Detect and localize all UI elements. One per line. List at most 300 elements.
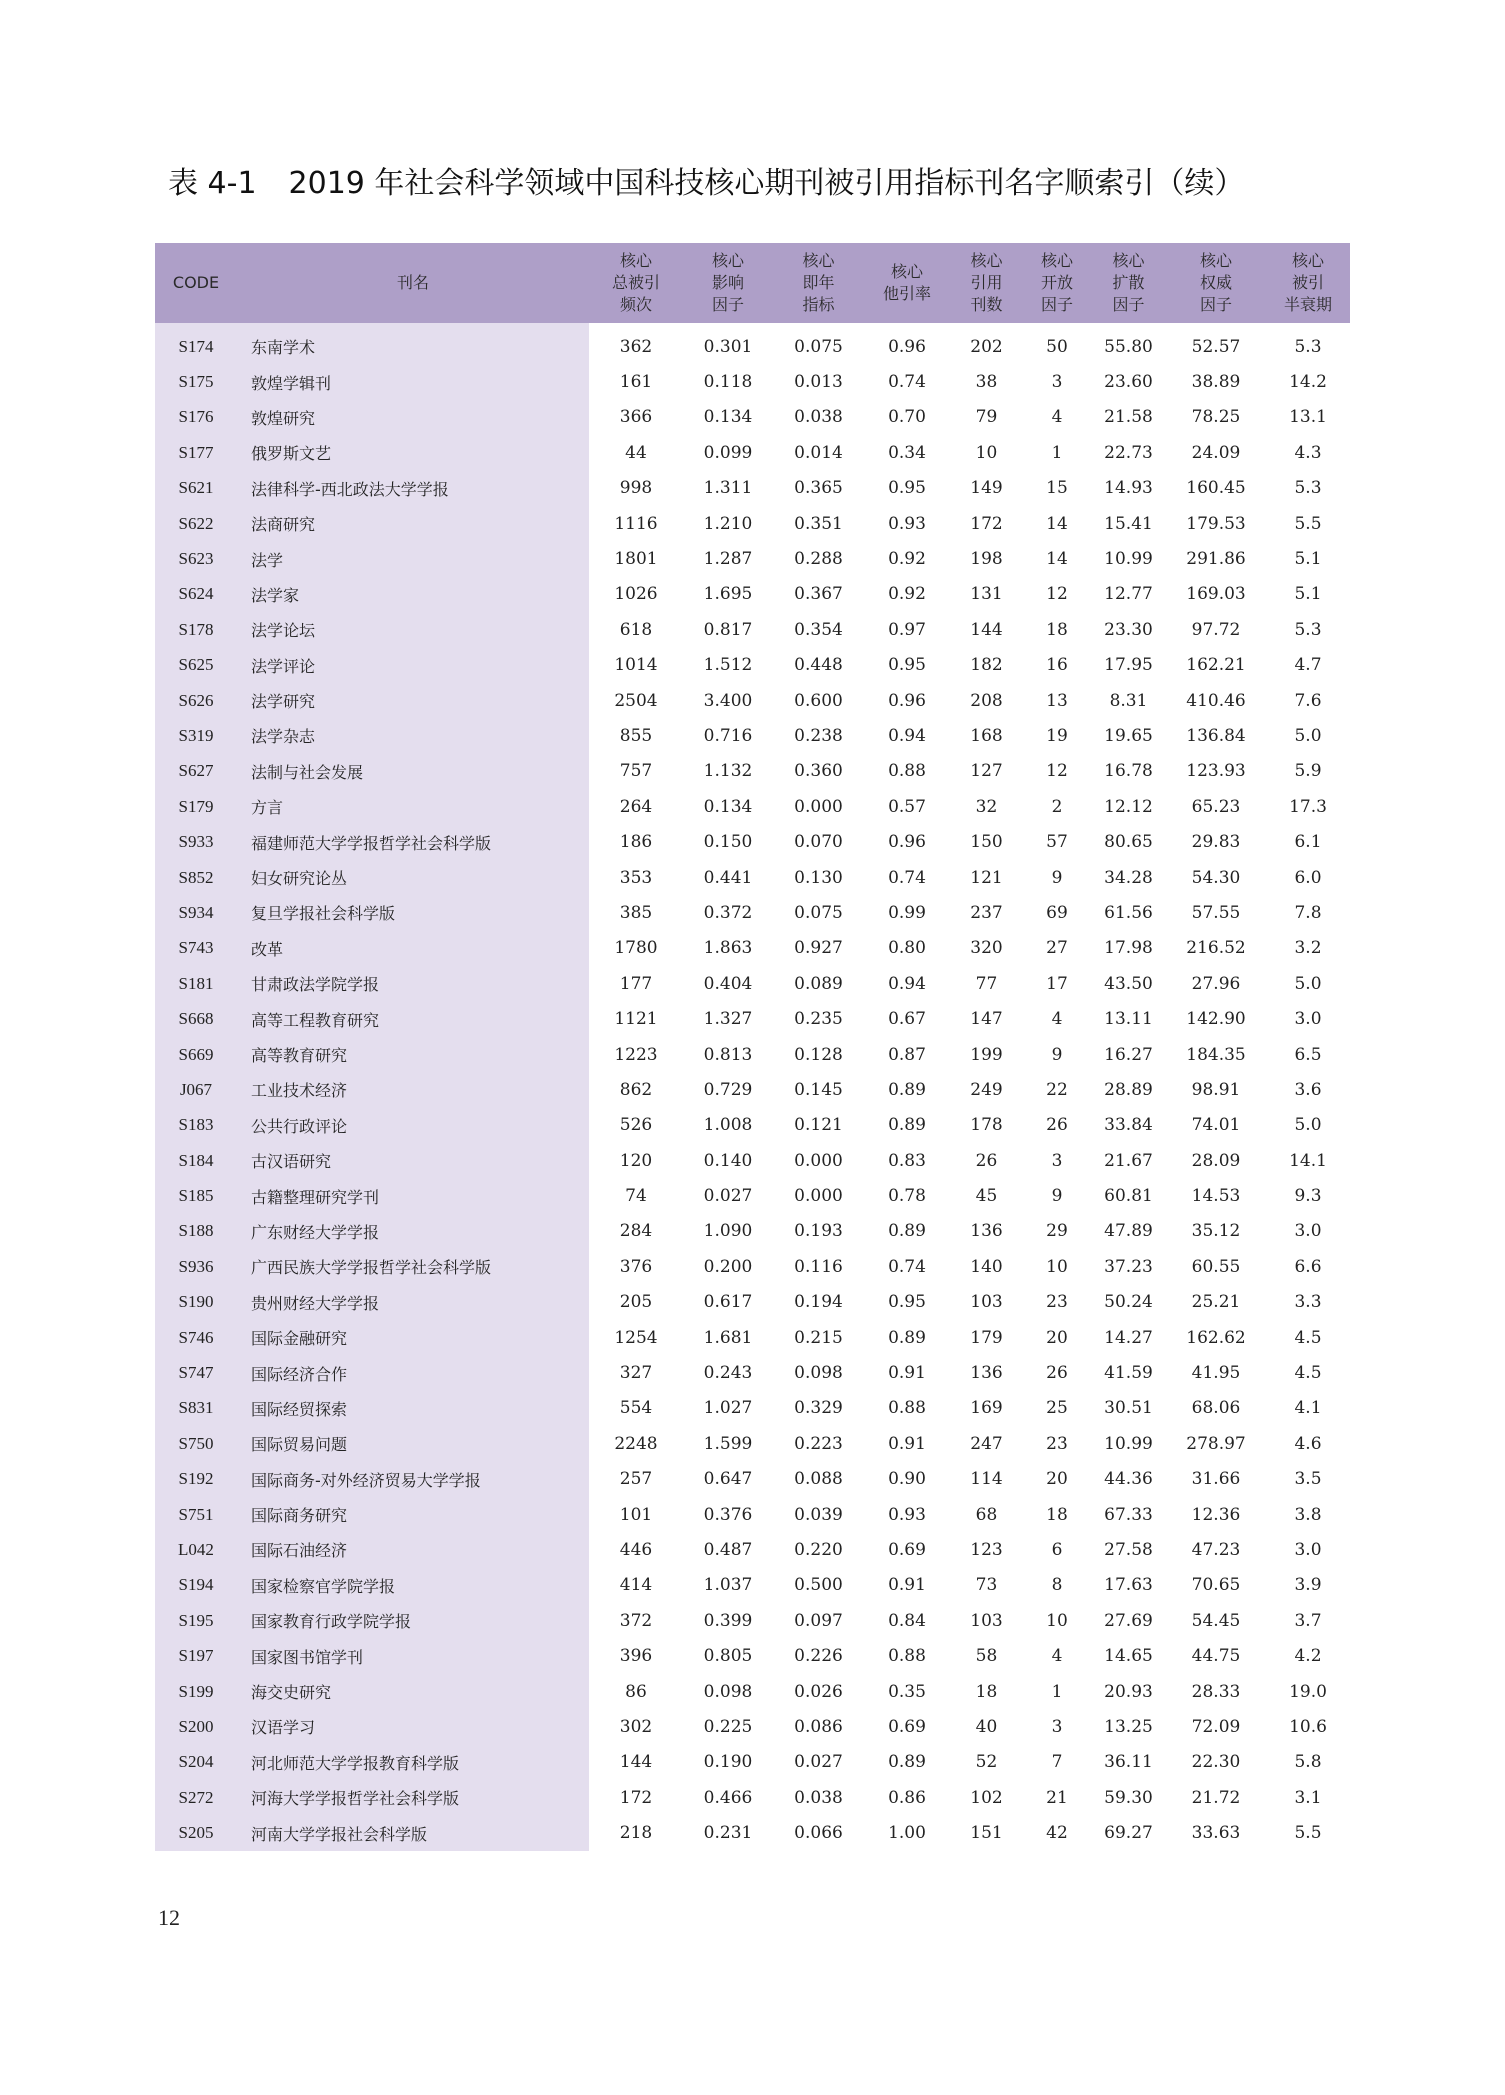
code-cell: S936 bbox=[155, 1249, 237, 1284]
diffusion-factor-cell: 12.12 bbox=[1104, 796, 1153, 817]
code-cell: S178 bbox=[155, 612, 237, 647]
total-citations-cell: 396 bbox=[619, 1646, 653, 1667]
total-citations-cell: 1223 bbox=[614, 1044, 658, 1065]
immediacy-index-cell: 0.365 bbox=[794, 478, 843, 499]
impact-factor-cell: 1.132 bbox=[703, 761, 753, 782]
immediacy-index-cell: 0.128 bbox=[794, 1044, 843, 1065]
other-citation-rate-cell: 0.94 bbox=[888, 725, 926, 746]
code-cell: S194 bbox=[155, 1568, 237, 1603]
openness-factor-cell: 1 bbox=[1051, 442, 1063, 463]
citing-journals-cell: 40 bbox=[975, 1716, 998, 1737]
impact-factor-cell: 0.647 bbox=[703, 1469, 753, 1490]
journal-name-cell: 改革 bbox=[237, 931, 589, 966]
authority-factor-cell: 35.12 bbox=[1191, 1221, 1241, 1242]
authority-factor-cell: 27.96 bbox=[1191, 973, 1241, 994]
journal-name-cell: 俄罗斯文艺 bbox=[237, 435, 589, 470]
citing-journals-cell: 168 bbox=[970, 725, 1003, 746]
citing-journals-cell: 121 bbox=[970, 867, 1003, 888]
cited-half-life-cell: 3.5 bbox=[1294, 1469, 1322, 1490]
immediacy-index-cell: 0.075 bbox=[794, 336, 843, 357]
immediacy-index-cell: 0.038 bbox=[794, 407, 843, 428]
immediacy-index-cell: 0.098 bbox=[794, 1363, 843, 1384]
diffusion-factor-cell: 47.89 bbox=[1104, 1221, 1153, 1242]
journal-name-cell: 广西民族大学学报哲学社会科学版 bbox=[237, 1249, 589, 1284]
impact-factor-cell: 0.301 bbox=[703, 336, 753, 357]
total-citations-cell: 86 bbox=[625, 1681, 647, 1702]
immediacy-index-cell: 0.600 bbox=[794, 690, 843, 711]
journal-name-cell: 国家检察官学院学报 bbox=[237, 1568, 589, 1603]
immediacy-index-cell: 0.500 bbox=[794, 1575, 843, 1596]
other-citation-rate-cell: 0.57 bbox=[888, 796, 926, 817]
other-citation-rate-cell: 0.92 bbox=[888, 584, 926, 605]
openness-factor-cell: 27 bbox=[1046, 938, 1068, 959]
col-header-journal-name: 刊名 bbox=[237, 243, 589, 323]
journal-name-cell: 国家教育行政学院学报 bbox=[237, 1603, 589, 1638]
journal-name-cell: 国际金融研究 bbox=[237, 1320, 589, 1355]
journal-name-cell: 法制与社会发展 bbox=[237, 754, 589, 789]
citing-journals-cell: 172 bbox=[970, 513, 1003, 534]
impact-factor-cell: 0.190 bbox=[703, 1752, 753, 1773]
diffusion-factor-cell: 8.31 bbox=[1109, 690, 1148, 711]
total-citations-cell: 205 bbox=[619, 1292, 653, 1313]
col-header-immediacy-index: 核心 即年 指标 bbox=[773, 243, 864, 323]
total-citations-cell: 161 bbox=[619, 372, 653, 393]
impact-factor-cell: 1.037 bbox=[703, 1575, 753, 1596]
journal-name-cell: 国际经贸探索 bbox=[237, 1391, 589, 1426]
openness-factor-cell: 14 bbox=[1046, 513, 1068, 534]
cited-half-life-cell: 5.3 bbox=[1294, 478, 1322, 499]
citing-journals-cell: 182 bbox=[970, 655, 1003, 676]
openness-factor-cell: 69 bbox=[1046, 902, 1068, 923]
openness-factor-cell: 12 bbox=[1046, 584, 1068, 605]
immediacy-index-cell: 0.013 bbox=[794, 372, 843, 393]
table-row bbox=[155, 648, 1350, 683]
diffusion-factor-cell: 13.25 bbox=[1104, 1716, 1153, 1737]
openness-factor-cell: 25 bbox=[1046, 1398, 1068, 1419]
total-citations-cell: 1254 bbox=[614, 1327, 658, 1348]
other-citation-rate-cell: 0.80 bbox=[888, 938, 926, 959]
table-row bbox=[155, 1249, 1350, 1284]
total-citations-cell: 1780 bbox=[614, 938, 658, 959]
immediacy-index-cell: 0.086 bbox=[794, 1716, 843, 1737]
citing-journals-cell: 131 bbox=[970, 584, 1003, 605]
impact-factor-cell: 0.813 bbox=[703, 1044, 753, 1065]
col-header-diffusion-factor: 核心 扩散 因子 bbox=[1091, 243, 1166, 323]
col-header-code: CODE bbox=[155, 243, 237, 323]
col-header-cited-half-life: 核心 被引 半衰期 bbox=[1266, 243, 1350, 323]
table-row bbox=[155, 718, 1350, 753]
citing-journals-cell: 249 bbox=[970, 1079, 1003, 1100]
other-citation-rate-cell: 0.90 bbox=[888, 1469, 926, 1490]
total-citations-cell: 554 bbox=[619, 1398, 653, 1419]
total-citations-cell: 526 bbox=[619, 1115, 653, 1136]
other-citation-rate-cell: 0.88 bbox=[888, 1398, 926, 1419]
immediacy-index-cell: 0.089 bbox=[794, 973, 843, 994]
immediacy-index-cell: 0.066 bbox=[794, 1823, 843, 1844]
col-header-total-citations: 核心 总被引 频次 bbox=[589, 243, 683, 323]
diffusion-factor-cell: 13.11 bbox=[1104, 1009, 1153, 1030]
other-citation-rate-cell: 0.69 bbox=[888, 1539, 926, 1560]
openness-factor-cell: 4 bbox=[1051, 407, 1063, 428]
cited-half-life-cell: 17.3 bbox=[1289, 796, 1327, 817]
authority-factor-cell: 21.72 bbox=[1191, 1787, 1241, 1808]
code-cell: S933 bbox=[155, 824, 237, 859]
openness-factor-cell: 57 bbox=[1046, 832, 1068, 853]
table-row bbox=[155, 364, 1350, 399]
journal-name-cell: 海交史研究 bbox=[237, 1674, 589, 1709]
immediacy-index-cell: 0.226 bbox=[794, 1646, 843, 1667]
diffusion-factor-cell: 17.95 bbox=[1104, 655, 1153, 676]
col-header-other-citation-rate: 核心 他引率 bbox=[864, 243, 950, 323]
impact-factor-cell: 0.027 bbox=[703, 1186, 753, 1207]
total-citations-cell: 144 bbox=[619, 1752, 653, 1773]
citing-journals-cell: 140 bbox=[970, 1256, 1003, 1277]
journal-name-cell: 法学论坛 bbox=[237, 612, 589, 647]
cited-half-life-cell: 5.0 bbox=[1294, 973, 1322, 994]
journal-name-cell: 高等教育研究 bbox=[237, 1037, 589, 1072]
cited-half-life-cell: 5.3 bbox=[1294, 336, 1322, 357]
openness-factor-cell: 10 bbox=[1046, 1256, 1068, 1277]
authority-factor-cell: 24.09 bbox=[1191, 442, 1241, 463]
other-citation-rate-cell: 0.84 bbox=[888, 1610, 926, 1631]
code-cell: S188 bbox=[155, 1214, 237, 1249]
code-cell: S852 bbox=[155, 860, 237, 895]
citing-journals-cell: 103 bbox=[970, 1292, 1003, 1313]
citing-journals-cell: 127 bbox=[970, 761, 1003, 782]
code-cell: S627 bbox=[155, 754, 237, 789]
impact-factor-cell: 0.617 bbox=[703, 1292, 753, 1313]
diffusion-factor-cell: 33.84 bbox=[1104, 1115, 1153, 1136]
total-citations-cell: 362 bbox=[619, 336, 653, 357]
diffusion-factor-cell: 23.30 bbox=[1104, 619, 1153, 640]
table-row bbox=[155, 400, 1350, 435]
other-citation-rate-cell: 0.89 bbox=[888, 1327, 926, 1348]
impact-factor-cell: 0.150 bbox=[703, 832, 753, 853]
table-row bbox=[155, 1603, 1350, 1638]
openness-factor-cell: 22 bbox=[1046, 1079, 1068, 1100]
openness-factor-cell: 3 bbox=[1051, 372, 1063, 393]
other-citation-rate-cell: 0.74 bbox=[888, 372, 926, 393]
cited-half-life-cell: 7.8 bbox=[1294, 902, 1322, 923]
total-citations-cell: 2248 bbox=[614, 1433, 658, 1454]
other-citation-rate-cell: 0.88 bbox=[888, 761, 926, 782]
journal-name-cell: 广东财经大学学报 bbox=[237, 1214, 589, 1249]
openness-factor-cell: 2 bbox=[1051, 796, 1063, 817]
openness-factor-cell: 4 bbox=[1051, 1009, 1063, 1030]
diffusion-factor-cell: 50.24 bbox=[1104, 1292, 1153, 1313]
other-citation-rate-cell: 0.97 bbox=[888, 619, 926, 640]
impact-factor-cell: 1.311 bbox=[703, 478, 753, 499]
code-cell: S179 bbox=[155, 789, 237, 824]
table-row bbox=[155, 1355, 1350, 1390]
authority-factor-cell: 162.62 bbox=[1186, 1327, 1246, 1348]
cited-half-life-cell: 6.0 bbox=[1294, 867, 1322, 888]
table-row bbox=[155, 895, 1350, 930]
immediacy-index-cell: 0.193 bbox=[794, 1221, 843, 1242]
total-citations-cell: 1026 bbox=[614, 584, 658, 605]
impact-factor-cell: 1.681 bbox=[703, 1327, 753, 1348]
openness-factor-cell: 18 bbox=[1046, 619, 1068, 640]
table-header-row bbox=[155, 243, 1350, 323]
diffusion-factor-cell: 59.30 bbox=[1104, 1787, 1153, 1808]
table-row bbox=[155, 541, 1350, 576]
code-cell: S319 bbox=[155, 718, 237, 753]
cited-half-life-cell: 4.1 bbox=[1294, 1398, 1322, 1419]
other-citation-rate-cell: 0.91 bbox=[888, 1433, 926, 1454]
table-row bbox=[155, 824, 1350, 859]
code-cell: S750 bbox=[155, 1426, 237, 1461]
table-row bbox=[155, 323, 1350, 364]
authority-factor-cell: 57.55 bbox=[1191, 902, 1241, 923]
authority-factor-cell: 162.21 bbox=[1186, 655, 1246, 676]
cited-half-life-cell: 3.1 bbox=[1294, 1787, 1322, 1808]
code-cell: S934 bbox=[155, 895, 237, 930]
total-citations-cell: 264 bbox=[619, 796, 653, 817]
diffusion-factor-cell: 14.65 bbox=[1104, 1646, 1153, 1667]
citing-journals-cell: 10 bbox=[975, 442, 998, 463]
immediacy-index-cell: 0.000 bbox=[794, 1150, 843, 1171]
impact-factor-cell: 0.466 bbox=[703, 1787, 753, 1808]
journal-name-cell: 古汉语研究 bbox=[237, 1143, 589, 1178]
authority-factor-cell: 44.75 bbox=[1191, 1646, 1241, 1667]
other-citation-rate-cell: 1.00 bbox=[888, 1823, 926, 1844]
diffusion-factor-cell: 43.50 bbox=[1104, 973, 1153, 994]
page-number: 12 bbox=[158, 1905, 180, 1930]
journal-name-cell: 公共行政评论 bbox=[237, 1108, 589, 1143]
impact-factor-cell: 0.817 bbox=[703, 619, 753, 640]
authority-factor-cell: 54.45 bbox=[1191, 1610, 1241, 1631]
authority-factor-cell: 160.45 bbox=[1186, 478, 1246, 499]
diffusion-factor-cell: 30.51 bbox=[1104, 1398, 1153, 1419]
diffusion-factor-cell: 28.89 bbox=[1104, 1079, 1153, 1100]
other-citation-rate-cell: 0.95 bbox=[888, 478, 926, 499]
cited-half-life-cell: 6.1 bbox=[1294, 832, 1322, 853]
table-row bbox=[155, 1037, 1350, 1072]
openness-factor-cell: 6 bbox=[1051, 1539, 1063, 1560]
table-row bbox=[155, 1391, 1350, 1426]
authority-factor-cell: 22.30 bbox=[1191, 1752, 1241, 1773]
total-citations-cell: 257 bbox=[619, 1469, 653, 1490]
other-citation-rate-cell: 0.78 bbox=[888, 1186, 926, 1207]
code-cell: S184 bbox=[155, 1143, 237, 1178]
citing-journals-cell: 147 bbox=[970, 1009, 1003, 1030]
journal-name-cell: 工业技术经济 bbox=[237, 1072, 589, 1107]
code-cell: S200 bbox=[155, 1709, 237, 1744]
citing-journals-cell: 136 bbox=[970, 1221, 1003, 1242]
openness-factor-cell: 17 bbox=[1046, 973, 1068, 994]
authority-factor-cell: 410.46 bbox=[1186, 690, 1246, 711]
journal-name-cell: 国际贸易问题 bbox=[237, 1426, 589, 1461]
code-cell: S624 bbox=[155, 577, 237, 612]
cited-half-life-cell: 5.0 bbox=[1294, 1115, 1322, 1136]
cited-half-life-cell: 3.7 bbox=[1294, 1610, 1322, 1631]
journal-name-cell: 法学杂志 bbox=[237, 718, 589, 753]
journal-name-cell: 汉语学习 bbox=[237, 1709, 589, 1744]
impact-factor-cell: 0.200 bbox=[703, 1256, 753, 1277]
total-citations-cell: 1116 bbox=[614, 513, 658, 534]
openness-factor-cell: 3 bbox=[1051, 1716, 1063, 1737]
table-row bbox=[155, 789, 1350, 824]
authority-factor-cell: 74.01 bbox=[1191, 1115, 1241, 1136]
journal-name-cell: 复旦学报社会科学版 bbox=[237, 895, 589, 930]
other-citation-rate-cell: 0.83 bbox=[888, 1150, 926, 1171]
citing-journals-cell: 58 bbox=[975, 1646, 998, 1667]
diffusion-factor-cell: 37.23 bbox=[1104, 1256, 1153, 1277]
code-cell: S746 bbox=[155, 1320, 237, 1355]
immediacy-index-cell: 0.014 bbox=[794, 442, 843, 463]
code-cell: S199 bbox=[155, 1674, 237, 1709]
table-row bbox=[155, 612, 1350, 647]
openness-factor-cell: 42 bbox=[1046, 1823, 1068, 1844]
cited-half-life-cell: 4.5 bbox=[1294, 1363, 1322, 1384]
openness-factor-cell: 21 bbox=[1046, 1787, 1068, 1808]
openness-factor-cell: 29 bbox=[1046, 1221, 1068, 1242]
cited-half-life-cell: 13.1 bbox=[1289, 407, 1327, 428]
diffusion-factor-cell: 36.11 bbox=[1104, 1752, 1153, 1773]
other-citation-rate-cell: 0.96 bbox=[888, 832, 926, 853]
table-row bbox=[155, 1001, 1350, 1036]
diffusion-factor-cell: 17.98 bbox=[1104, 938, 1153, 959]
authority-factor-cell: 29.83 bbox=[1191, 832, 1241, 853]
cited-half-life-cell: 3.8 bbox=[1294, 1504, 1322, 1525]
total-citations-cell: 366 bbox=[619, 407, 653, 428]
immediacy-index-cell: 0.235 bbox=[794, 1009, 843, 1030]
authority-factor-cell: 98.91 bbox=[1191, 1079, 1241, 1100]
other-citation-rate-cell: 0.91 bbox=[888, 1575, 926, 1596]
impact-factor-cell: 0.729 bbox=[703, 1079, 753, 1100]
citing-journals-cell: 198 bbox=[970, 549, 1003, 570]
immediacy-index-cell: 0.360 bbox=[794, 761, 843, 782]
col-header-impact-factor: 核心 影响 因子 bbox=[683, 243, 773, 323]
code-cell: S625 bbox=[155, 648, 237, 683]
cited-half-life-cell: 3.3 bbox=[1294, 1292, 1322, 1313]
col-header-openness-factor: 核心 开放 因子 bbox=[1023, 243, 1091, 323]
other-citation-rate-cell: 0.91 bbox=[888, 1363, 926, 1384]
citing-journals-cell: 208 bbox=[970, 690, 1003, 711]
authority-factor-cell: 65.23 bbox=[1191, 796, 1241, 817]
total-citations-cell: 414 bbox=[619, 1575, 653, 1596]
diffusion-factor-cell: 16.27 bbox=[1104, 1044, 1153, 1065]
impact-factor-cell: 1.512 bbox=[703, 655, 753, 676]
citing-journals-cell: 149 bbox=[970, 478, 1003, 499]
total-citations-cell: 44 bbox=[625, 442, 647, 463]
openness-factor-cell: 7 bbox=[1051, 1752, 1063, 1773]
diffusion-factor-cell: 69.27 bbox=[1104, 1823, 1153, 1844]
other-citation-rate-cell: 0.67 bbox=[888, 1009, 926, 1030]
immediacy-index-cell: 0.220 bbox=[794, 1539, 843, 1560]
citing-journals-cell: 237 bbox=[970, 902, 1003, 923]
impact-factor-cell: 0.134 bbox=[703, 407, 753, 428]
cited-half-life-cell: 3.0 bbox=[1294, 1009, 1322, 1030]
journal-name-cell: 法学家 bbox=[237, 577, 589, 612]
citing-journals-cell: 52 bbox=[975, 1752, 998, 1773]
total-citations-cell: 446 bbox=[619, 1539, 653, 1560]
total-citations-cell: 353 bbox=[619, 867, 653, 888]
code-cell: S626 bbox=[155, 683, 237, 718]
citing-journals-cell: 123 bbox=[970, 1539, 1003, 1560]
diffusion-factor-cell: 10.99 bbox=[1104, 549, 1153, 570]
journal-name-cell: 贵州财经大学学报 bbox=[237, 1285, 589, 1320]
citing-journals-cell: 79 bbox=[975, 407, 998, 428]
authority-factor-cell: 60.55 bbox=[1191, 1256, 1241, 1277]
immediacy-index-cell: 0.088 bbox=[794, 1469, 843, 1490]
openness-factor-cell: 14 bbox=[1046, 549, 1068, 570]
citing-journals-cell: 136 bbox=[970, 1363, 1003, 1384]
impact-factor-cell: 0.404 bbox=[703, 973, 753, 994]
cited-half-life-cell: 6.5 bbox=[1294, 1044, 1322, 1065]
impact-factor-cell: 0.399 bbox=[703, 1610, 753, 1631]
cited-half-life-cell: 7.6 bbox=[1294, 690, 1322, 711]
table-row bbox=[155, 1214, 1350, 1249]
authority-factor-cell: 123.93 bbox=[1186, 761, 1246, 782]
cited-half-life-cell: 19.0 bbox=[1289, 1681, 1327, 1702]
immediacy-index-cell: 0.448 bbox=[794, 655, 843, 676]
code-cell: S621 bbox=[155, 471, 237, 506]
authority-factor-cell: 68.06 bbox=[1191, 1398, 1241, 1419]
journal-name-cell: 方言 bbox=[237, 789, 589, 824]
cited-half-life-cell: 4.5 bbox=[1294, 1327, 1322, 1348]
impact-factor-cell: 1.287 bbox=[703, 549, 753, 570]
impact-factor-cell: 0.231 bbox=[703, 1823, 753, 1844]
immediacy-index-cell: 0.238 bbox=[794, 725, 843, 746]
cited-half-life-cell: 5.1 bbox=[1294, 549, 1322, 570]
authority-factor-cell: 70.65 bbox=[1191, 1575, 1241, 1596]
cited-half-life-cell: 5.9 bbox=[1294, 761, 1322, 782]
journal-name-cell: 敦煌研究 bbox=[237, 400, 589, 435]
code-cell: S183 bbox=[155, 1108, 237, 1143]
cited-half-life-cell: 4.6 bbox=[1294, 1433, 1322, 1454]
table-row bbox=[155, 1178, 1350, 1213]
code-cell: S623 bbox=[155, 541, 237, 576]
other-citation-rate-cell: 0.89 bbox=[888, 1752, 926, 1773]
code-cell: S190 bbox=[155, 1285, 237, 1320]
immediacy-index-cell: 0.000 bbox=[794, 1186, 843, 1207]
impact-factor-cell: 0.225 bbox=[703, 1716, 753, 1737]
code-cell: S195 bbox=[155, 1603, 237, 1638]
journal-name-cell: 国家图书馆学刊 bbox=[237, 1638, 589, 1673]
citing-journals-cell: 199 bbox=[970, 1044, 1003, 1065]
table-row bbox=[155, 1143, 1350, 1178]
authority-factor-cell: 47.23 bbox=[1191, 1539, 1241, 1560]
citing-journals-cell: 73 bbox=[975, 1575, 998, 1596]
citing-journals-cell: 45 bbox=[975, 1186, 998, 1207]
immediacy-index-cell: 0.351 bbox=[794, 513, 843, 534]
journal-name-cell: 法学评论 bbox=[237, 648, 589, 683]
authority-factor-cell: 97.72 bbox=[1191, 619, 1241, 640]
authority-factor-cell: 278.97 bbox=[1186, 1433, 1246, 1454]
cited-half-life-cell: 9.3 bbox=[1294, 1186, 1322, 1207]
authority-factor-cell: 78.25 bbox=[1191, 407, 1241, 428]
citing-journals-cell: 169 bbox=[970, 1398, 1003, 1419]
other-citation-rate-cell: 0.69 bbox=[888, 1716, 926, 1737]
impact-factor-cell: 1.008 bbox=[703, 1115, 753, 1136]
code-cell: S747 bbox=[155, 1355, 237, 1390]
diffusion-factor-cell: 80.65 bbox=[1104, 832, 1153, 853]
impact-factor-cell: 0.441 bbox=[703, 867, 753, 888]
code-cell: S181 bbox=[155, 966, 237, 1001]
cited-half-life-cell: 3.6 bbox=[1294, 1079, 1322, 1100]
total-citations-cell: 284 bbox=[619, 1221, 653, 1242]
immediacy-index-cell: 0.927 bbox=[794, 938, 843, 959]
immediacy-index-cell: 0.070 bbox=[794, 832, 843, 853]
total-citations-cell: 998 bbox=[619, 478, 653, 499]
journal-name-cell: 国际商务研究 bbox=[237, 1497, 589, 1532]
table-row bbox=[155, 1426, 1350, 1461]
impact-factor-cell: 0.118 bbox=[703, 372, 753, 393]
impact-factor-cell: 0.140 bbox=[703, 1150, 753, 1171]
openness-factor-cell: 15 bbox=[1046, 478, 1068, 499]
immediacy-index-cell: 0.039 bbox=[794, 1504, 843, 1525]
